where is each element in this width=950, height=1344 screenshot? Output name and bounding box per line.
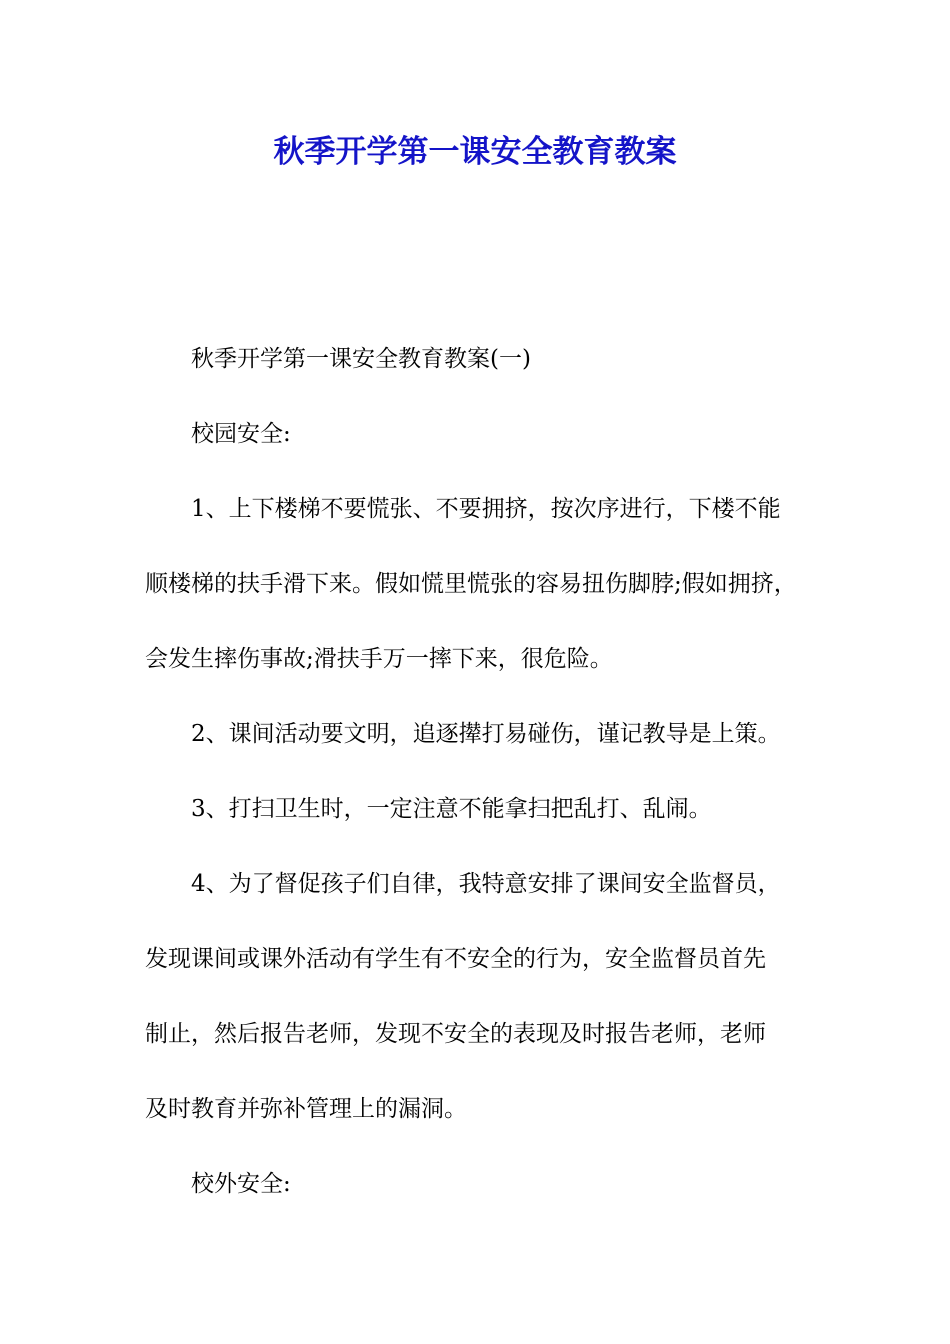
- paragraph-line: 及时教育并弥补管理上的漏洞。: [145, 1096, 467, 1122]
- document-title: 秋季开学第一课安全教育教案: [273, 134, 677, 170]
- paragraph-line: 4、为了督促孩子们自律，我特意安排了课间安全监督员，: [191, 871, 781, 897]
- paragraph-line: 制止，然后报告老师，发现不安全的表现及时报告老师，老师: [145, 1021, 766, 1047]
- subsection-heading: 校园安全:: [191, 421, 291, 447]
- paragraph-line: 顺楼梯的扶手滑下来。假如慌里慌张的容易扭伤脚脖;假如拥挤，: [145, 571, 797, 597]
- subsection-heading: 校外安全:: [191, 1171, 291, 1197]
- paragraph-line: 2、课间活动要文明，追逐撵打易碰伤，谨记教导是上策。: [191, 721, 781, 747]
- paragraph-line: 1、上下楼梯不要慌张、不要拥挤，按次序进行，下楼不能: [191, 496, 781, 522]
- paragraph-line: 发现课间或课外活动有学生有不安全的行为，安全监督员首先: [145, 946, 766, 972]
- paragraph-line: 会发生摔伤事故;滑扶手万一摔下来，很危险。: [145, 646, 613, 672]
- section-heading: 秋季开学第一课安全教育教案(一): [191, 346, 531, 372]
- paragraph-line: 3、打扫卫生时，一定注意不能拿扫把乱打、乱闹。: [191, 796, 712, 822]
